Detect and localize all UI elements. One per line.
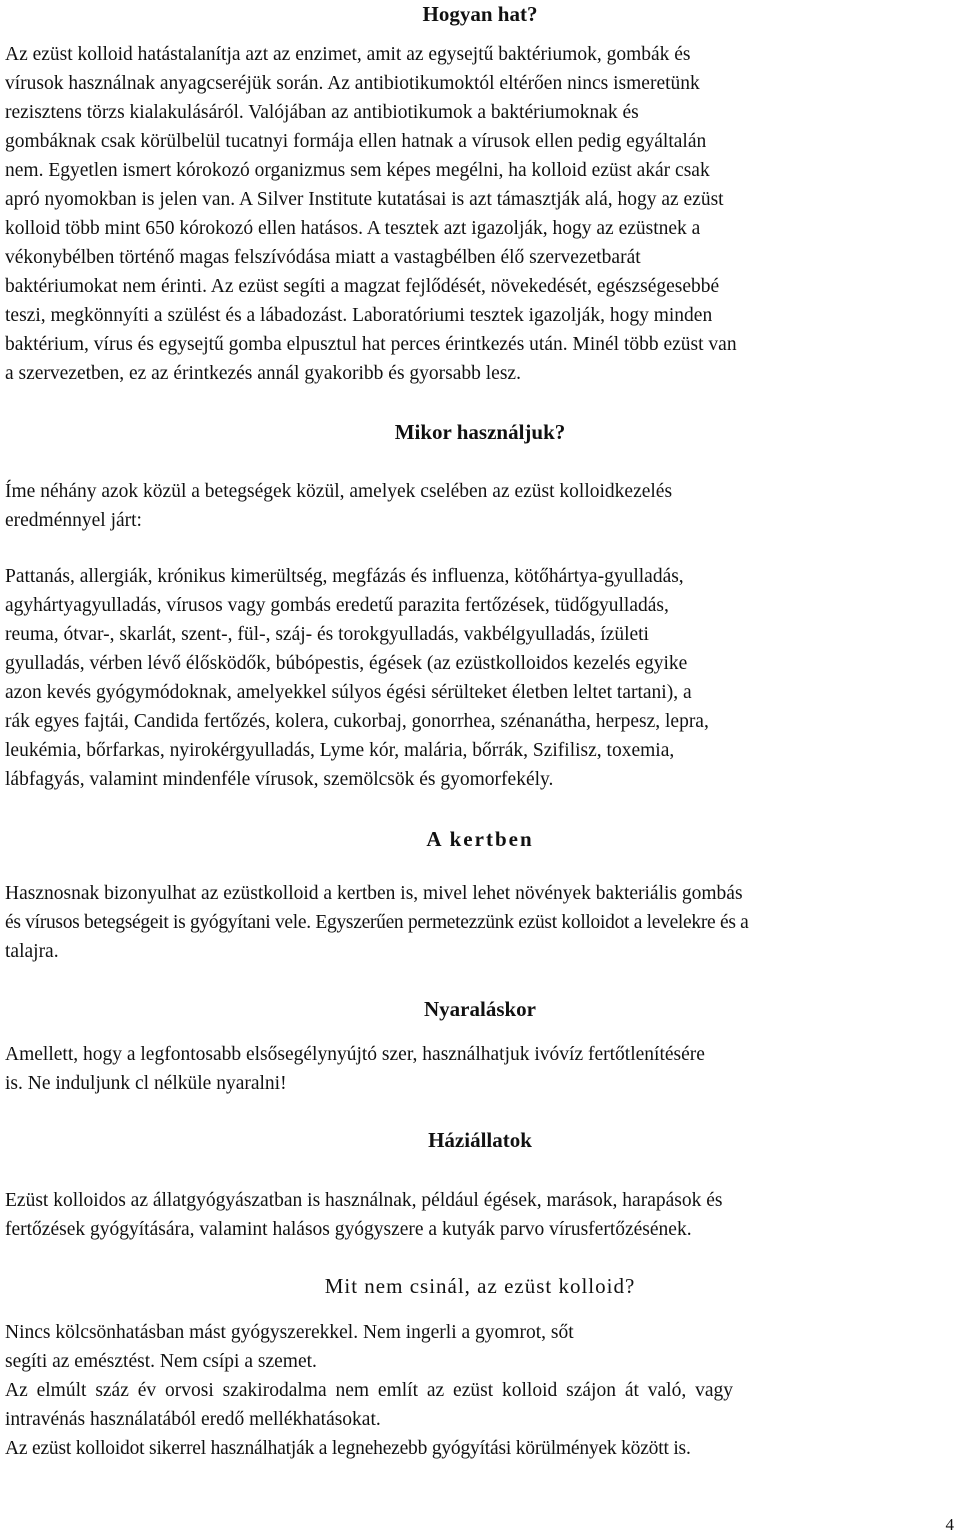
- text-line: gyulladás, vérben lévő élősködők, búbópestis, égések (az ezüstkolloidos kezelés egyike: [5, 653, 688, 674]
- text-line: gombáknak csak körülbelül tucatnyi formája ellen hatnak a vírusok ellen pedig egyáltalán: [5, 131, 707, 152]
- heading-nyaralaskor: Nyaraláskor: [424, 997, 536, 1021]
- text-line: is. Ne induljunk cl nélküle nyaralni!: [5, 1073, 287, 1094]
- text-line: vékonybélben történő magas felszívódása miatt a vastagbélben élő szervezetbarát: [5, 247, 641, 268]
- text-line: rezisztens törzs kialakulásáról. Valójában az antibiotikumok a baktériumoknak és: [5, 102, 639, 123]
- heading-a-kertben: A kertben: [426, 827, 534, 851]
- text-line: Az elmúlt száz év orvosi szakirodalma nem említ az ezüst kolloid szájon át való, vagy: [5, 1380, 733, 1401]
- text-line: Nincs kölcsönhatásban mást gyógyszerekkel. Nem ingerli a gyomrot, sőt: [5, 1322, 574, 1343]
- paragraph-betegsegek-lista: [5, 562, 960, 794]
- text-line: segíti az emésztést. Nem csípi a szemet.: [5, 1351, 317, 1372]
- text-line: azon kevés gyógymódoknak, amelyekkel súlyos égési sérülteket életben leltet tartani), a: [5, 682, 692, 703]
- text-line: reuma, ótvar-, skarlát, szent-, fül-, száj- és torokgyulladás, vakbélgyulladás, ízületi: [5, 624, 649, 645]
- text-line: Az ezüst kolloid hatástalanítja azt az enzimet, amit az egysejtű baktériumok, gombák és: [5, 44, 691, 65]
- heading-mit-nem-csinal: Mit nem csinál, az ezüst kolloid?: [324, 1274, 636, 1298]
- text-line: nem. Egyetlen ismert kórokozó organizmus sem képes megélni, ha kolloid ezüst akár csak: [5, 160, 710, 181]
- text-line: talajra.: [5, 941, 59, 962]
- text-line: apró nyomokban is jelen van. A Silver Institute kutatásai is azt támasztják alá, hogy az ezüst: [5, 189, 724, 210]
- text-line: vírusok használnak anyagcseréjük során. Az antibiotikumoktól eltérően nincs ismeretünk: [5, 73, 700, 94]
- text-line: Hasznosnak bizonyulhat az ezüstkolloid a kertben is, mivel lehet növények bakteriális gombás: [5, 883, 743, 904]
- text-line: teszi, megkönnyíti a szülést és a lábadozást. Laboratóriumi tesztek igazolják, hogy minden: [5, 305, 713, 326]
- text-line: Pattanás, allergiák, krónikus kimerültség, megfázás és influenza, kötőhártya-gyulladás,: [5, 566, 684, 587]
- text-line: baktérium, vírus és egysejtű gomba elpusztul hat perces érintkezés után. Minél több ezüst van: [5, 334, 737, 355]
- paragraph-nyaralaskor: [5, 1040, 960, 1098]
- text-line: baktériumokat nem érinti. Az ezüst segíti a magzat fejlődését, növekedését, egészségesebbé: [5, 276, 720, 297]
- heading-haziallatok: Háziállatok: [428, 1128, 532, 1152]
- text-line: és vírusos betegségeit is gyógyítani vele. Egyszerűen permetezzünk ezüst kolloidot a levelekre és a: [5, 912, 749, 933]
- text-line: Amellett, hogy a legfontosabb elsősegélynyújtó szer, használhatjuk ivóvíz fertőtlenítésére: [5, 1044, 705, 1065]
- text-line: leukémia, bőrfarkas, nyirokérgyulladás, Lyme kór, malária, bőrrák, Szifilisz, toxemia,: [5, 740, 675, 761]
- heading-hogyan-hat: Hogyan hat?: [422, 2, 538, 26]
- page-number: 4: [945, 1515, 954, 1534]
- text-line: kolloid több mint 650 kórokozó ellen hatásos. A tesztek azt igazolják, hogy az ezüstnek a: [5, 218, 701, 239]
- paragraph-mikor-intro: [5, 477, 960, 535]
- paragraph-haziallatok: [5, 1186, 960, 1244]
- paragraph-a-kertben: [5, 879, 960, 966]
- paragraph-mit-nem-csinal: [5, 1318, 960, 1463]
- text-line: fertőzések gyógyítására, valamint halásos gyógyszere a kutyák parvo vírusfertőzésének.: [5, 1219, 692, 1240]
- text-line: Az ezüst kolloidot sikerrel használhatják a legnehezebb gyógyítási körülmények között is.: [5, 1438, 691, 1459]
- text-line: eredménnyel járt:: [5, 510, 142, 531]
- heading-mikor-hasznaljuk: Mikor használjuk?: [394, 420, 566, 444]
- paragraph-hogyan-hat: [5, 40, 960, 388]
- text-line: Íme néhány azok közül a betegségek közül, amelyek cselében az ezüst kolloidkezelés: [5, 481, 673, 502]
- text-line: agyhártyagyulladás, vírusos vagy gombás eredetű parazita fertőzések, tüdőgyulladás,: [5, 595, 669, 616]
- text-line: lábfagyás, valamint mindenféle vírusok, szemölcsök és gyomorfekély.: [5, 769, 554, 790]
- text-line: Ezüst kolloidos az állatgyógyászatban is használnak, például égések, marások, harapások és: [5, 1190, 723, 1211]
- text-line: intravénás használatából eredő mellékhatásokat.: [5, 1409, 381, 1430]
- text-line: a szervezetben, ez az érintkezés annál gyakoribb és gyorsabb lesz.: [5, 363, 521, 384]
- text-line: rák egyes fajtái, Candida fertőzés, kolera, cukorbaj, gonorrhea, szénanátha, herpesz, lepra,: [5, 711, 709, 732]
